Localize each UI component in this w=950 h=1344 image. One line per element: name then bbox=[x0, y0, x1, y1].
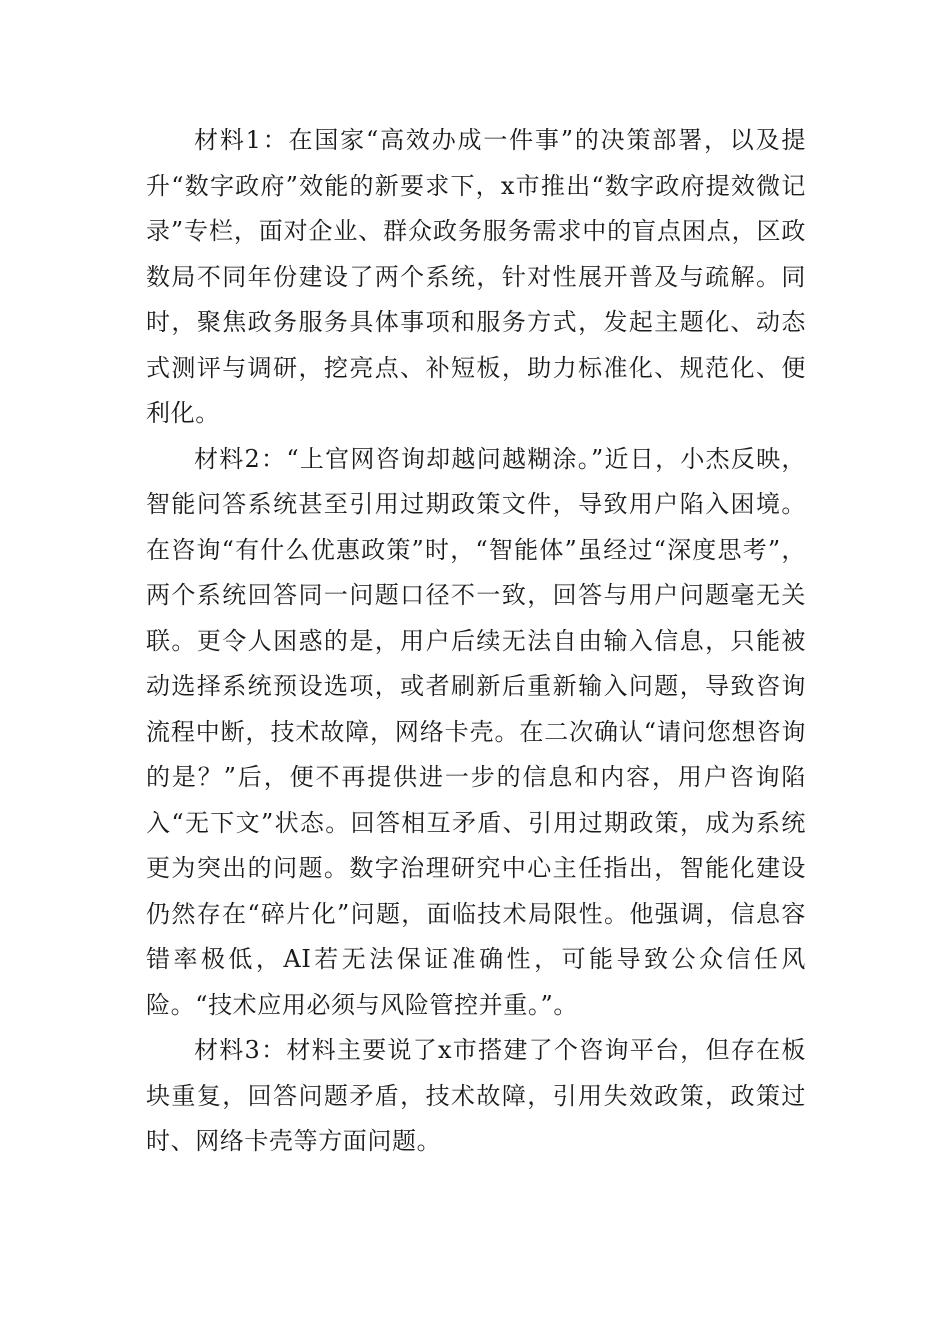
paragraph-material-3: 材料3：材料主要说了x市搭建了个咨询平台，但存在板块重复，回答问题矛盾，技术故障，引用失效政策，政策过时、网络卡壳等方面问题。 bbox=[146, 1036, 806, 1155]
paragraph-material-2: 材料2：“上官网咨询却越问越糊涂。”近日，小杰反映，智能问答系统甚至引用过期政策文件，导致用户陷入困境。在咨询“有什么优惠政策”时，“智能体”虽经过“深度思考”，两个系统回答同一问题口径不一致，回答与用户问题毫无关联。更令人困惑的是，用户后续无法自由输入信息，只能被动选择系统预设选项，或者刷新后重新输入问题，导致咨询流程中断，技术故障，网络卡壳。在二次确认“请问您想咨询的是？”后，便不再提供进一步的信息和内容，用户咨询陷入“无下文”状态。回答相互矛盾、引用过期政策，成为系统更为突出的问题。数字治理研究中心主任指出，智能化建设仍然存在“碎片化”问题，面临技术局限性。他强调，信息容错率极低，AI若无法保证准确性，可能导致公众信任风险。“技术应用必须与风险管控并重。”。 bbox=[146, 444, 806, 1019]
paragraph-material-1: 材料1：在国家“高效办成一件事”的决策部署，以及提升“数字政府”效能的新要求下，x市推出“数字政府提效微记录”专栏，面对企业、群众政务服务需求中的盲点困点，区政数局不同年份建设了两个系统，针对性展开普及与疏解。同时，聚焦政务服务具体事项和服务方式，发起主题化、动态式测评与调研，挖亮点、补短板，助力标准化、规范化、便利化。 bbox=[146, 126, 806, 427]
document-body bbox=[146, 118, 806, 1165]
